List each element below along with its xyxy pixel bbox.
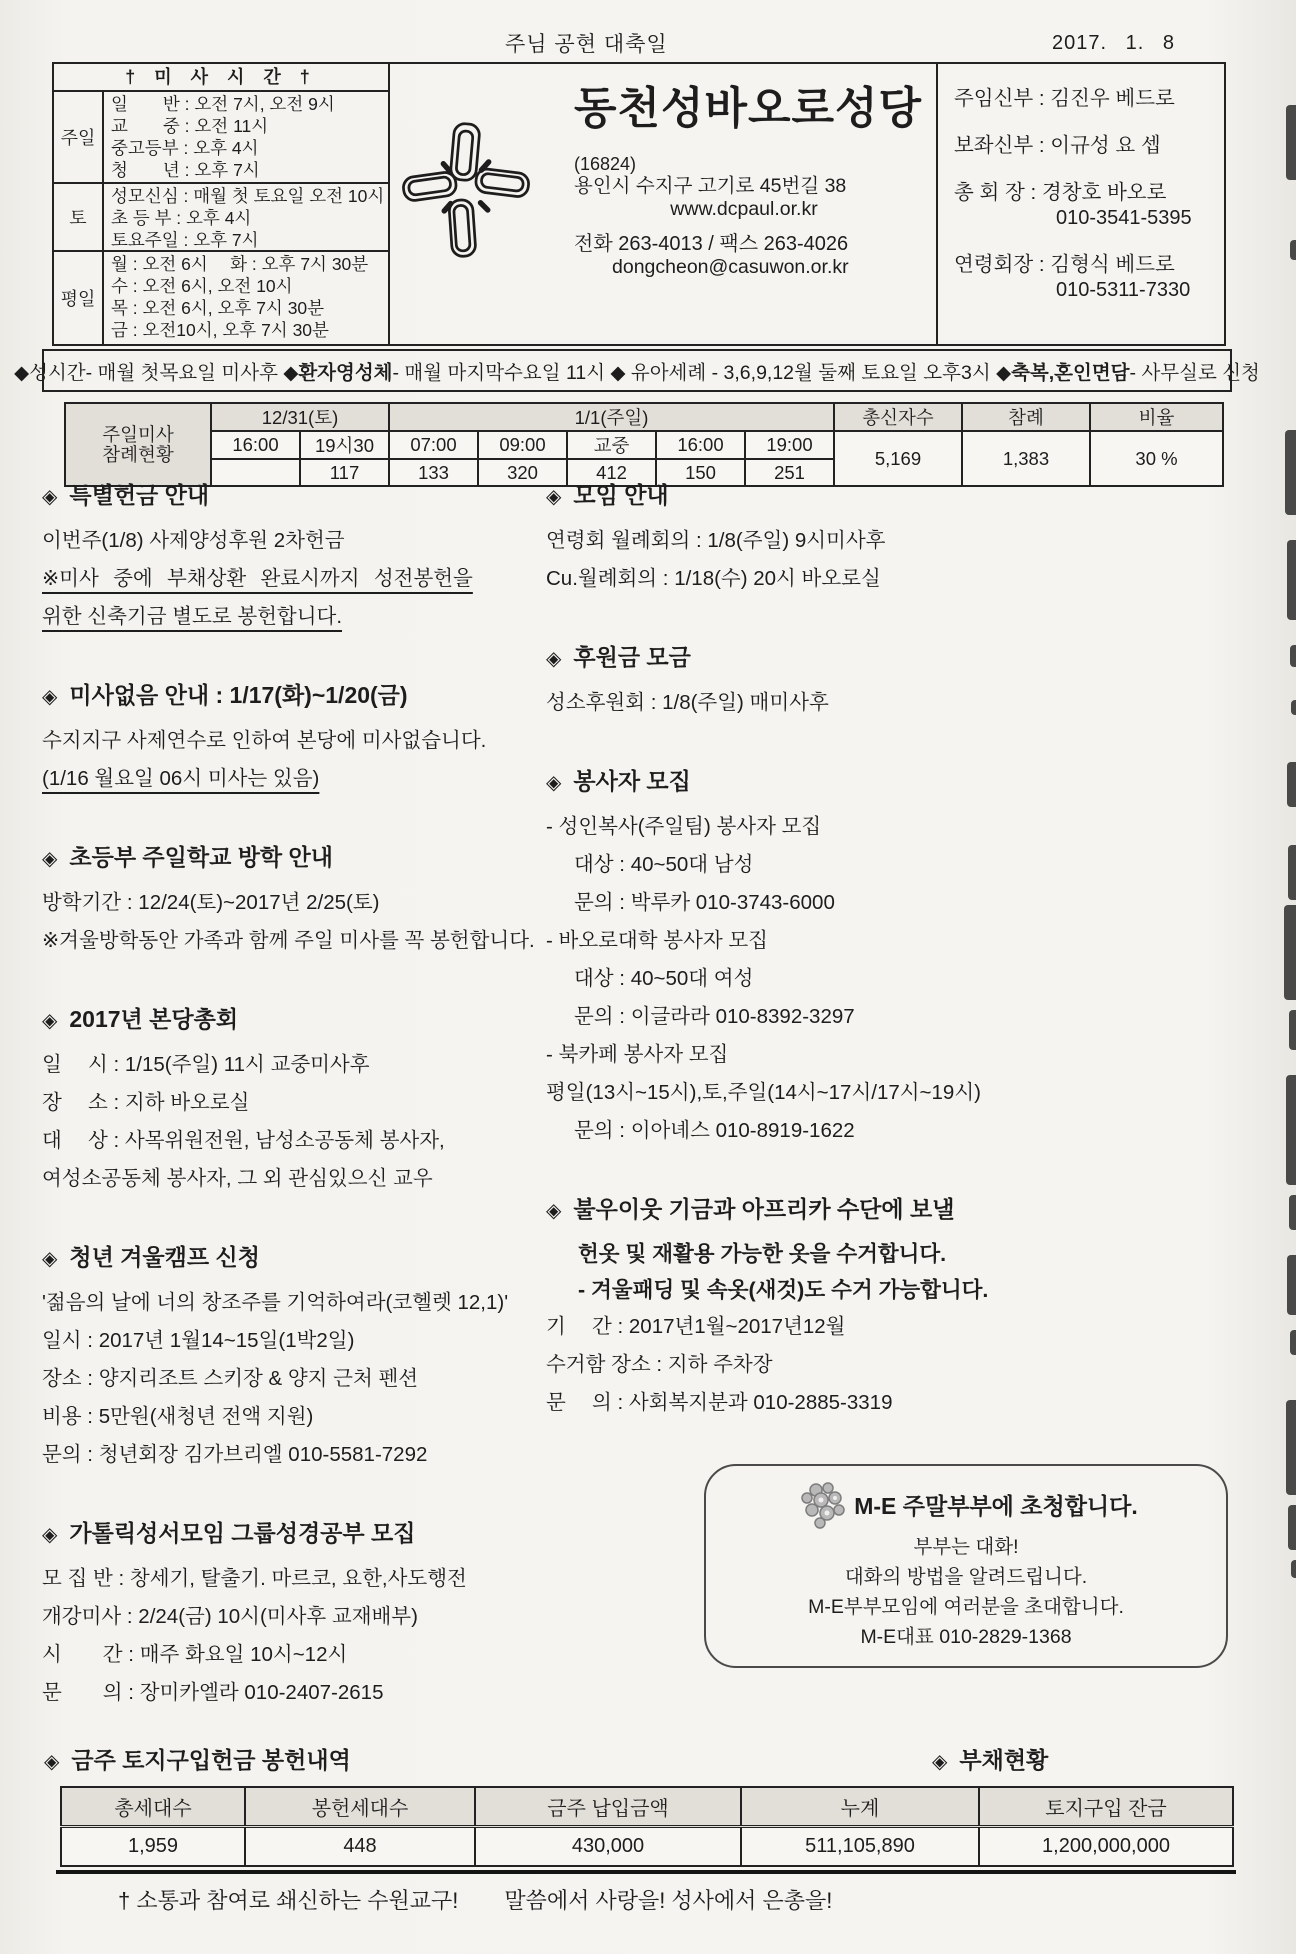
mass-time-line: 목 : 오전 6시, 오후 7시 30분 <box>111 298 325 318</box>
mass-time-line: 수 : 오전 6시, 오전 10시 <box>111 276 293 296</box>
section-line: 비용 : 5만원(새청년 전액 지원) <box>42 1405 314 1428</box>
section-line: 대상 : 40~50대 여성 <box>574 967 754 990</box>
section-line: Cu.월례회의 : 1/18(수) 20시 바오로실 <box>546 567 881 590</box>
announcement-section <box>546 764 1246 1150</box>
donation-value: 448 <box>245 1827 475 1867</box>
notice-segment-bold: 환자영성체 <box>298 361 393 384</box>
donation-header: 금주 납입금액 <box>475 1787 741 1827</box>
divider-rule <box>56 1870 1236 1874</box>
announcement-section <box>546 640 1246 722</box>
clergy-phone: 010-3541-5395 <box>1056 207 1192 229</box>
section-title: ◈ 초등부 주일학교 방학 안내 <box>42 844 333 870</box>
me-box-line: M-E부부모임에 여러분을 초대합니다. <box>808 1596 1124 1618</box>
mass-schedule-title: † 미 사 시 간 † <box>54 64 388 92</box>
scan-artifact <box>1285 430 1296 515</box>
clergy-line: 총 회 장 : 경창호 바오로 <box>954 181 1167 204</box>
donation-value: 1,200,000,000 <box>979 1827 1233 1867</box>
section-title-line: - 겨울패딩 및 속옷(새것)도 수거 가능합니다. <box>578 1278 989 1302</box>
mass-row-label: 평일 <box>54 252 104 344</box>
section-line: 문 의 : 사회복지분과 010-2885-3319 <box>546 1391 893 1414</box>
clergy-phone: 010-5311-7330 <box>1056 279 1191 301</box>
footer-motto-right: 말씀에서 사랑을! 성사에서 은총을! <box>504 1888 833 1913</box>
diamond-icon: ◈ <box>42 848 58 870</box>
mass-time-line: 금 : 오전10시, 오후 7시 30분 <box>111 320 329 340</box>
section-line: 대상 : 40~50대 남성 <box>574 853 754 876</box>
diamond-icon: ◈ <box>42 686 58 708</box>
section-title: ◈ 불우이웃 기금과 아프리카 수단에 보낼 <box>546 1196 955 1222</box>
attendance-header: 총신자수 <box>834 403 962 431</box>
section-line: 평일(13시~15시),토,주일(14시~17시/17시~19시) <box>546 1081 981 1104</box>
issue-date: 2017. 1. 8 <box>1052 32 1175 54</box>
donation-header: 누계 <box>741 1787 979 1827</box>
church-phone-fax: 전화 263-4013 / 팩스 263-4026 <box>574 233 849 255</box>
clergy-box <box>936 64 1224 344</box>
diamond-icon: ◈ <box>42 486 58 508</box>
flower-icon <box>794 1480 852 1532</box>
scan-artifact <box>1289 1195 1296 1230</box>
announcement-section <box>42 478 554 636</box>
me-box-line: M-E대표 010-2829-1368 <box>860 1626 1072 1648</box>
section-title-line: 헌옷 및 재활용 가능한 옷을 수거합니다. <box>578 1242 947 1266</box>
attendance-time: 19시30 <box>300 431 389 459</box>
bottom-section <box>0 1742 1296 1954</box>
attendance-count: 117 <box>300 459 389 486</box>
section-line: '젊음의 날에 너의 창조주를 기억하여라(코헬렛 12,1)' <box>42 1291 509 1314</box>
section-line: ※겨울방학동안 가족과 함께 주일 미사를 꼭 봉헌합니다. <box>42 929 535 952</box>
section-line: 문의 : 이아녜스 010-8919-1622 <box>574 1119 855 1142</box>
section-line: 장소 : 양지리조트 스키장 & 양지 근처 펜션 <box>42 1367 419 1390</box>
announcement-section <box>42 1240 554 1474</box>
attendance-count: 412 <box>567 459 656 486</box>
attendance-header: 참례 <box>962 403 1090 431</box>
section-line: 연령회 월례회의 : 1/8(주일) 9시미사후 <box>546 529 886 552</box>
section-line: - 북카페 봉사자 모집 <box>546 1043 729 1066</box>
section-line: 성소후원회 : 1/8(주일) 매미사후 <box>546 691 829 714</box>
attendance-time: 09:00 <box>478 431 567 459</box>
diamond-icon: ◈ <box>932 1751 948 1773</box>
attendance-time: 16:00 <box>656 431 745 459</box>
diamond-icon: ◈ <box>546 772 562 794</box>
diamond-icon: ◈ <box>42 1248 58 1270</box>
notice-strip <box>14 349 1260 392</box>
church-website: www.dcpaul.or.kr <box>670 198 818 220</box>
clergy-line: 주임신부 : 김진우 베드로 <box>954 87 1175 110</box>
cross-logo <box>398 118 534 268</box>
attendance-count: 133 <box>389 459 478 486</box>
donation-value: 430,000 <box>475 1827 741 1867</box>
section-line: (1/16 월요일 06시 미사는 있음) <box>42 767 320 790</box>
scan-artifact <box>1288 1505 1296 1550</box>
section-line: 수지지구 사제연수로 인하여 본당에 미사없습니다. <box>42 729 487 752</box>
attendance-count: 150 <box>656 459 745 486</box>
donation-value: 511,105,890 <box>741 1827 979 1867</box>
attendance-ratio: 30 % <box>1090 431 1223 486</box>
section-line: 개강미사 : 2/24(금) 10시(미사후 교재배부) <box>42 1605 418 1628</box>
diamond-icon: ◈ <box>546 648 562 670</box>
scan-artifact <box>1290 1330 1296 1355</box>
section-line: 일 시 : 1/15(주일) 11시 교중미사후 <box>42 1053 370 1076</box>
scan-artifact <box>1286 1075 1296 1185</box>
section-line: 문의 : 박루카 010-3743-6000 <box>574 891 835 914</box>
announcement-section <box>42 840 554 960</box>
attendance-count-total: 1,383 <box>962 431 1090 486</box>
donation-value: 1,959 <box>61 1827 245 1867</box>
attendance-count: 251 <box>745 459 834 486</box>
diamond-icon: ◈ <box>546 1200 562 1222</box>
announcement-section <box>546 1192 1246 1422</box>
scan-artifact <box>1291 1560 1296 1578</box>
section-line: 기 간 : 2017년1월~2017년12월 <box>546 1315 846 1338</box>
announcement-section <box>42 1002 554 1198</box>
section-line: - 성인복사(주일팀) 봉사자 모집 <box>546 815 822 838</box>
section-line: 일시 : 2017년 1월14~15일(1박2일) <box>42 1329 355 1352</box>
section-line: 방학기간 : 12/24(토)~2017년 2/25(토) <box>42 891 380 914</box>
section-title: ◈ 2017년 본당총회 <box>42 1006 239 1032</box>
scan-artifact <box>1287 540 1296 620</box>
attendance-date-group: 1/1(주일) <box>389 403 834 431</box>
notice-segment: ◆성시간- 매월 첫목요일 미사후 ◆ <box>14 361 299 384</box>
donation-table <box>60 1786 1234 1867</box>
section-line: 수거함 장소 : 지하 주차장 <box>546 1353 773 1376</box>
scan-artifact <box>1288 845 1296 900</box>
section-line: 위한 신축기금 별도로 봉헌합니다. <box>42 605 343 628</box>
attendance-header: 비율 <box>1090 403 1223 431</box>
mass-time-line: 토요주일 : 오후 7시 <box>111 230 259 250</box>
me-box-line: 대화의 방법을 알려드립니다. <box>844 1566 1088 1588</box>
section-line: 문 의 : 장미카엘라 010-2407-2615 <box>42 1681 384 1704</box>
section-line: 시 간 : 매주 화요일 10시~12시 <box>42 1643 348 1666</box>
church-info <box>574 78 974 279</box>
clergy-line: 보좌신부 : 이규성 요 셉 <box>954 134 1161 157</box>
attendance-total: 5,169 <box>834 431 962 486</box>
scan-artifact <box>1284 905 1296 1000</box>
section-title: ◈ 봉사자 모집 <box>546 768 691 794</box>
section-title: ◈ 후원금 모금 <box>546 644 691 670</box>
section-line: 대 상 : 사목위원전원, 남성소공동체 봉사자, <box>42 1129 445 1152</box>
section-title: ◈ 미사없음 안내 : 1/17(화)~1/20(금) <box>42 682 408 708</box>
attendance-date-group: 12/31(토) <box>211 403 389 431</box>
section-line: 여성소공동체 봉사자, 그 외 관심있으신 교우 <box>42 1167 433 1190</box>
scan-artifact <box>1290 240 1296 260</box>
header-box <box>52 62 1226 346</box>
attendance-row-label: 주일미사 참례현황 <box>65 403 211 486</box>
announcement-section <box>546 478 1246 598</box>
mass-row-label: 토 <box>54 184 104 250</box>
mass-time-line: 일 반 : 오전 7시, 오전 9시 <box>111 94 335 114</box>
mass-time-line: 월 : 오전 6시 화 : 오후 7시 30분 <box>111 254 369 274</box>
announcement-section <box>42 678 554 798</box>
mass-time-line: 교 중 : 오전 11시 <box>111 116 269 136</box>
scan-artifact <box>1287 1255 1296 1315</box>
diamond-icon: ◈ <box>44 1751 60 1773</box>
mass-time-line: 중고등부 : 오후 4시 <box>111 138 259 158</box>
scan-artifact <box>1287 762 1296 807</box>
section-line: 문의 : 이글라라 010-8392-3297 <box>574 1005 855 1028</box>
mass-time-line: 성모신심 : 매월 첫 토요일 오전 10시 <box>111 186 385 206</box>
section-title: ◈ 특별헌금 안내 <box>42 482 210 508</box>
notice-segment: - 매월 마지막수요일 11시 ◆ 유아세례 - 3,6,9,12월 둘째 토요일 오후3시 ◆ <box>392 361 1012 384</box>
church-address: 용인시 수지구 고기로 45번길 38 <box>574 175 847 197</box>
clergy-line: 연령회장 : 김형식 베드로 <box>954 253 1175 276</box>
donation-heading: ◈ 금주 토지구입헌금 봉헌내역 <box>44 1747 351 1773</box>
scan-artifact <box>1286 105 1296 180</box>
section-line: 장 소 : 지하 바오로실 <box>42 1091 250 1114</box>
church-name: 동천성바오로성당 <box>574 84 923 133</box>
section-title: ◈ 모임 안내 <box>546 482 669 508</box>
donation-header: 봉헌세대수 <box>245 1787 475 1827</box>
attendance-time: 16:00 <box>211 431 300 459</box>
scan-artifact <box>1289 1010 1296 1050</box>
attendance-table <box>64 402 1224 487</box>
mass-row-saturday <box>54 184 388 252</box>
church-postal-code: (16824) <box>574 154 637 174</box>
me-box-title: M-E 주말부부에 초청합니다. <box>714 1480 1218 1532</box>
debt-heading: ◈ 부채현황 <box>932 1747 1049 1773</box>
diamond-icon: ◈ <box>546 486 562 508</box>
me-invitation-box <box>704 1464 1228 1668</box>
mass-row-label: 주일 <box>54 92 104 182</box>
right-column <box>546 478 1246 1668</box>
diamond-icon: ◈ <box>42 1010 58 1032</box>
notice-segment: - 사무실로 신청 <box>1129 361 1260 384</box>
me-box-line: 부부는 대화! <box>913 1536 1019 1558</box>
mass-schedule-table <box>54 64 390 344</box>
donation-header: 토지구입 잔금 <box>979 1787 1233 1827</box>
donation-header: 총세대수 <box>61 1787 245 1827</box>
section-line: 이번주(1/8) 사제양성후원 2차헌금 <box>42 529 345 552</box>
scan-artifact <box>1290 645 1296 667</box>
scan-artifact <box>1291 700 1296 715</box>
mass-time-line: 초 등 부 : 오후 4시 <box>111 208 252 228</box>
section-line: 모 집 반 : 창세기, 탈출기. 마르코, 요한,사도행전 <box>42 1567 467 1590</box>
mass-row-weekday <box>54 252 388 344</box>
section-title: ◈ 가톨릭성서모임 그룹성경공부 모집 <box>42 1520 416 1546</box>
attendance-count: 320 <box>478 459 567 486</box>
church-email: dongcheon@casuwon.or.kr <box>612 256 849 278</box>
feast-title: 주님 공현 대축일 <box>505 33 668 56</box>
attendance-time: 교중 <box>567 431 656 459</box>
footer-motto <box>118 1884 878 1915</box>
left-column <box>42 478 554 1754</box>
attendance-time: 07:00 <box>389 431 478 459</box>
diamond-icon: ◈ <box>42 1524 58 1546</box>
section-line: 문의 : 청년회장 김가브리엘 010-5581-7292 <box>42 1443 428 1466</box>
attendance-time: 19:00 <box>745 431 834 459</box>
notice-segment-bold: 축복,혼인면담 <box>1011 361 1130 384</box>
footer-motto-left: † 소통과 참여로 쇄신하는 수원교구! <box>118 1888 459 1913</box>
section-line: ※미사 중에 부채상환 완료시까지 성전봉헌을 <box>42 567 473 590</box>
mass-time-line: 청 년 : 오후 7시 <box>111 160 260 180</box>
section-line: - 바오로대학 봉사자 모집 <box>546 929 768 952</box>
section-title: ◈ 청년 겨울캠프 신청 <box>42 1244 260 1270</box>
announcement-section <box>42 1516 554 1712</box>
mass-row-sunday <box>54 92 388 184</box>
scan-artifact <box>1286 1400 1296 1495</box>
